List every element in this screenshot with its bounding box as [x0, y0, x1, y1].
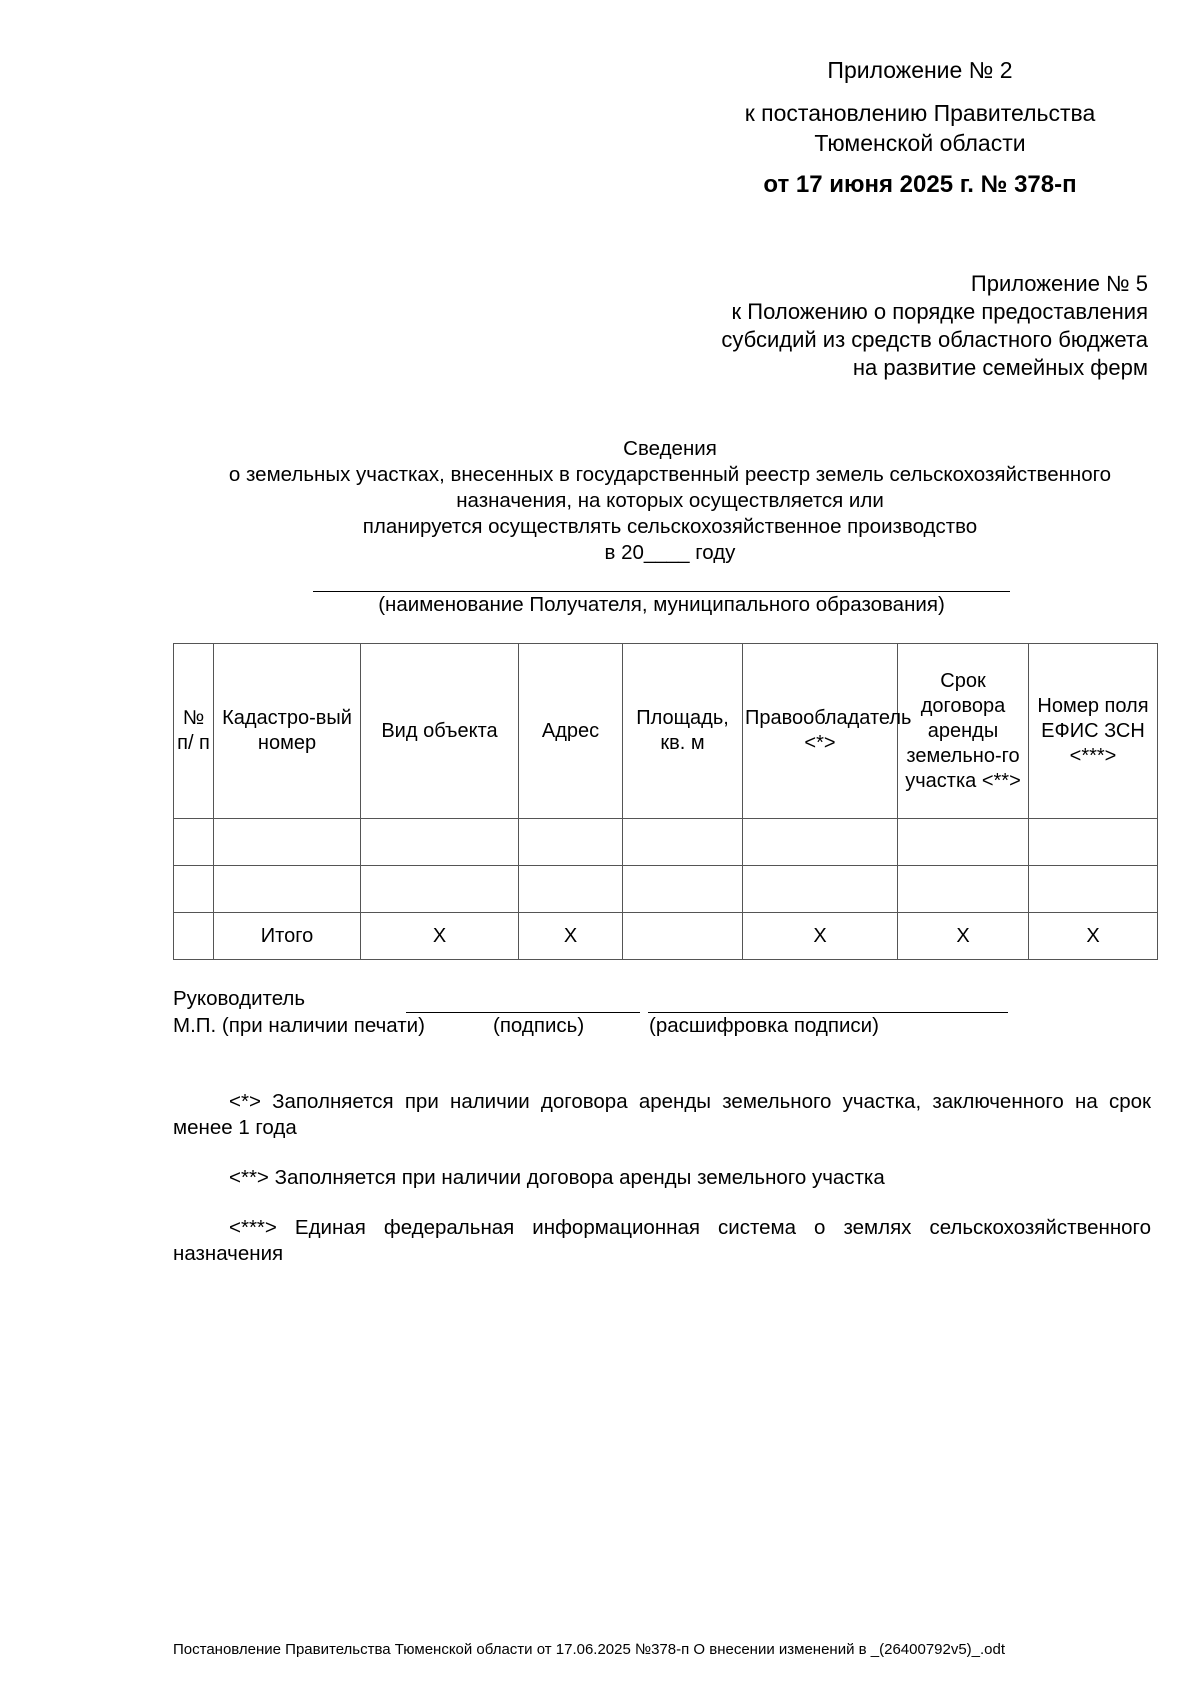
- signature-decode-caption: (расшифровка подписи): [649, 1014, 879, 1037]
- col-header-efis-field-number: Номер поля ЕФИС ЗСН <***>: [1029, 644, 1158, 819]
- appendix2-title: Приложение № 2: [827, 57, 1013, 83]
- footnote-2: <**> Заполняется при наличии договора аренды земельного участка: [229, 1166, 885, 1189]
- table-cell: [174, 866, 214, 913]
- table-cell: [519, 866, 623, 913]
- stamp-label: М.П. (при наличии печати): [173, 1014, 425, 1037]
- signature-caption: (подпись): [493, 1014, 585, 1037]
- info-line2: назначения, на которых осуществляется или: [456, 489, 884, 512]
- table-cell: [623, 866, 743, 913]
- appendix2-line2: Тюменской области: [814, 130, 1026, 156]
- info-line3: планируется осуществлять сельскохозяйственное производство: [362, 515, 978, 538]
- table-cell: [361, 819, 519, 866]
- total-cell: X: [743, 913, 898, 960]
- table-cell: [743, 866, 898, 913]
- table-cell: [1029, 819, 1158, 866]
- land-plots-table: [173, 643, 1158, 960]
- total-cell: [174, 913, 214, 960]
- appendix5-line3: на развитие семейных ферм: [852, 355, 1148, 380]
- col-header-number: № п/ п: [174, 644, 214, 819]
- recipient-caption: (наименование Получателя, муниципального образования): [378, 593, 945, 616]
- table-cell: [214, 819, 361, 866]
- head-label: Руководитель: [173, 987, 306, 1010]
- col-header-address: Адрес: [519, 644, 623, 819]
- total-cell: X: [1029, 913, 1158, 960]
- table-cell: [361, 866, 519, 913]
- total-cell: [623, 913, 743, 960]
- appendix5-title: Приложение № 5: [970, 271, 1148, 296]
- col-header-right-holder: Правообладатель <*>: [743, 644, 898, 819]
- table-row: [174, 819, 1158, 866]
- table-cell: [174, 819, 214, 866]
- table-cell: [214, 866, 361, 913]
- col-header-object-type: Вид объекта: [361, 644, 519, 819]
- col-header-area: Площадь, кв. м: [623, 644, 743, 819]
- table-cell: [898, 819, 1029, 866]
- table-cell: [1029, 866, 1158, 913]
- table-total-row: [174, 913, 1158, 960]
- footnote-3: <***> Единая федеральная информационная система о землях сельскохозяйственного назначения: [173, 1216, 1151, 1265]
- table-cell: [743, 819, 898, 866]
- appendix2-line1: к постановлению Правительства: [744, 100, 1096, 126]
- total-cell: X: [519, 913, 623, 960]
- table-cell: [898, 866, 1029, 913]
- table-header-row: [174, 644, 1158, 819]
- table-cell: [623, 819, 743, 866]
- table-row: [174, 866, 1158, 913]
- total-cell: X: [361, 913, 519, 960]
- info-line1: о земельных участках, внесенных в государственный реестр земель сельскохозяйственного: [228, 463, 1112, 486]
- table-cell: [519, 819, 623, 866]
- appendix5-line1: к Положению о порядке предоставления: [731, 299, 1148, 324]
- document-footer: Постановление Правительства Тюменской области от 17.06.2025 №378-п О внесении изменений в _(26400792v5)_.odt: [173, 1641, 1006, 1658]
- total-cell: X: [898, 913, 1029, 960]
- appendix5-line2: субсидий из средств областного бюджета: [721, 327, 1148, 352]
- info-heading: Сведения: [623, 437, 717, 460]
- total-label: Итого: [214, 913, 361, 960]
- col-header-lease-term: Срок договора аренды земельно-го участка <**>: [898, 644, 1029, 819]
- info-line4: в 20____ году: [604, 541, 736, 564]
- appendix2-date-number: от 17 июня 2025 г. № 378-п: [763, 171, 1077, 198]
- col-header-cadastral-number: Кадастро-вый номер: [214, 644, 361, 819]
- footnote-1: <*> Заполняется при наличии договора аренды земельного участка, заключенного на срок менее 1 года: [173, 1090, 1151, 1139]
